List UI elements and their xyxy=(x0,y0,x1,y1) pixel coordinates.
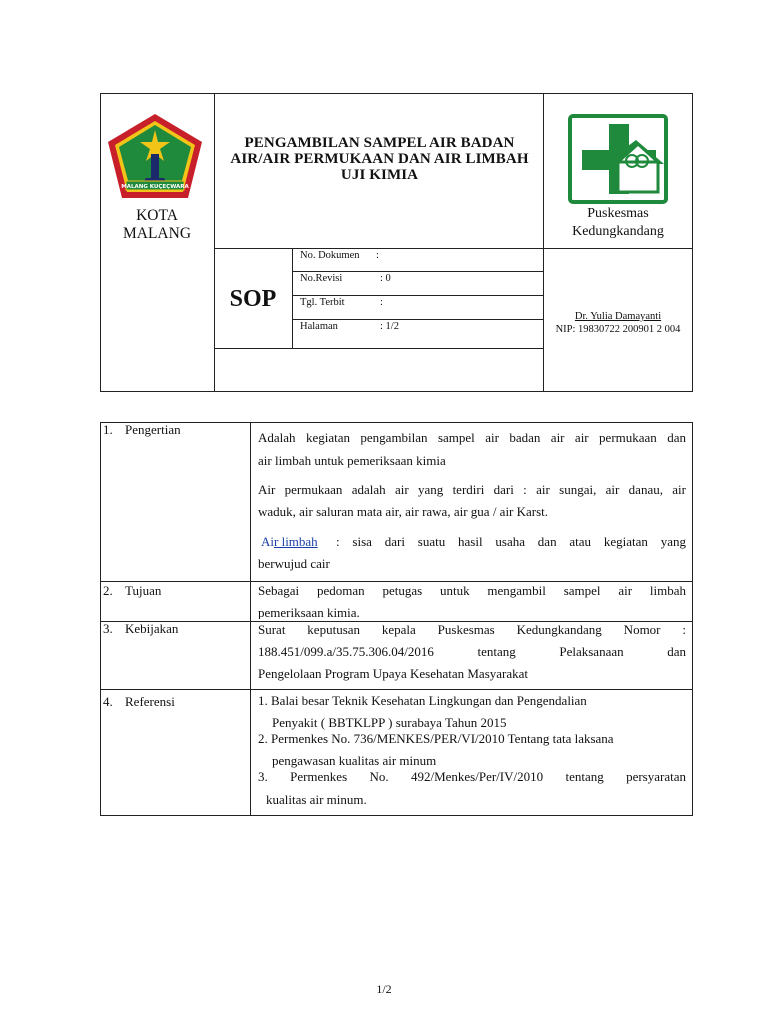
pengertian-text: Air permukaan adalah air yang terdiri dari : air sungai, air danau, air xyxy=(258,482,686,497)
divider xyxy=(543,94,544,391)
section-number: 3. xyxy=(103,621,113,636)
section-label-tujuan: Tujuan xyxy=(125,583,162,598)
clinic-name: Puskesmas Kedungkandang xyxy=(572,206,664,239)
referensi-item: 3. Permenkes No. 492/Menkes/Per/IV/2010 tentang persyaratan xyxy=(258,769,686,784)
document-title: PENGAMBILAN SAMPEL AIR BADAN AIR/AIR PERMUKAAN DAN AIR LIMBAH UJI KIMIA xyxy=(230,135,529,183)
referensi-item: 2. Permenkes No. 736/MENKES/PER/VI/2010 Tentang tata laksana xyxy=(258,731,614,746)
field-tgl-terbit-label: Tgl. Terbit xyxy=(300,297,345,308)
kebijakan-text: 188.451/099.a/35.75.306.04/2016 tentang Pelaksanaan dan xyxy=(258,644,686,659)
logo-ribbon-text: MALANG KUÇEÇWARA xyxy=(121,184,189,190)
field-no-revisi-value: : 0 xyxy=(380,273,391,284)
pengertian-text: Adalah kegiatan pengambilan sampel air badan air air permukaan dan xyxy=(258,430,686,445)
pengertian-text: air limbah untuk pemeriksaan kimia xyxy=(258,453,446,468)
divider xyxy=(214,94,215,391)
referensi-item: Penyakit ( BBTKLPP ) surabaya Tahun 2015 xyxy=(272,715,507,730)
referensi-item: pengawasan kualitas air minum xyxy=(272,753,437,768)
section-number: 4. xyxy=(103,694,113,709)
divider xyxy=(214,248,692,249)
field-no-dokumen-value: : xyxy=(376,250,379,261)
tujuan-text: pemeriksaan kimia. xyxy=(258,605,360,619)
referensi-item: 1. Balai besar Teknik Kesehatan Lingkungan dan Pengendalian xyxy=(258,693,587,708)
air-limbah-link[interactable]: r limbah xyxy=(274,534,318,549)
air-limbah-prefix: Ai xyxy=(261,534,274,549)
air-limbah-term xyxy=(261,530,318,554)
section-label-pengertian: Pengertian xyxy=(125,422,181,437)
signatory-nip: NIP: 19830722 200901 2 004 xyxy=(555,324,681,335)
pengertian-text: waduk, air saluran mata air, air rawa, air gua / air Karst. xyxy=(258,504,549,519)
field-halaman-label: Halaman xyxy=(300,321,338,332)
divider xyxy=(250,423,251,815)
divider xyxy=(292,319,543,320)
field-tgl-terbit-value: : xyxy=(380,297,383,308)
kebijakan-text: Pengelolaan Program Upaya Kesehatan Masyarakat xyxy=(258,666,529,681)
section-label-kebijakan: Kebijakan xyxy=(125,621,179,636)
page-number: 1/2 xyxy=(376,982,392,996)
puskesmas-logo xyxy=(568,114,668,204)
kebijakan-text: Surat keputusan kepala Puskesmas Kedungkandang Nomor : xyxy=(258,622,686,637)
section-label-referensi: Referensi xyxy=(125,694,175,709)
field-no-dokumen-label: No. Dokumen xyxy=(300,250,360,261)
referensi-item: kualitas air minum. xyxy=(266,792,367,807)
pengertian-text: berwujud cair xyxy=(258,556,330,571)
kota-malang-logo xyxy=(106,112,204,200)
pengertian-text: : sisa dari suatu hasil usaha dan atau kegiatan yang xyxy=(336,534,686,549)
field-halaman-value: : 1/2 xyxy=(380,321,399,332)
divider xyxy=(292,295,543,296)
signatory-name: Dr. Yulia Damayanti xyxy=(574,311,662,322)
tujuan-text: Sebagai pedoman petugas untuk mengambil sampel air limbah xyxy=(258,583,686,598)
city-name: KOTA MALANG xyxy=(122,207,192,242)
section-number: 2. xyxy=(103,583,113,598)
field-no-revisi-label: No.Revisi xyxy=(300,273,343,284)
divider xyxy=(292,271,543,272)
section-number: 1. xyxy=(103,422,113,437)
divider xyxy=(214,348,544,349)
sop-label: SOP xyxy=(229,286,277,312)
divider xyxy=(292,248,293,349)
